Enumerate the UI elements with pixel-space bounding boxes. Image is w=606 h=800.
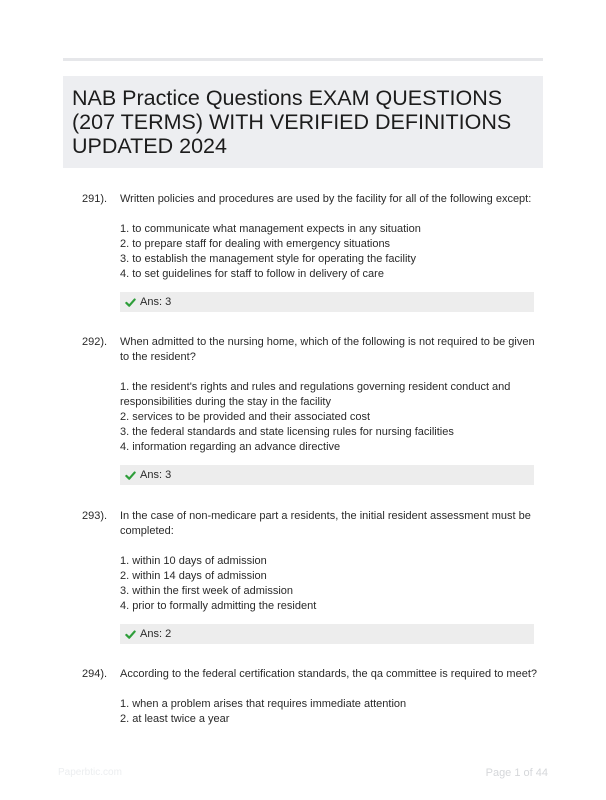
title-banner: [63, 76, 543, 168]
option-item: 4. prior to formally admitting the resident: [120, 600, 317, 612]
question-text: According to the federal certification standards, the qa committee is required to meet?: [120, 668, 537, 680]
option-item: 4. information regarding an advance directive: [120, 441, 341, 453]
option-list: [120, 222, 540, 282]
question-number: 292).: [82, 336, 108, 348]
answer-box: [120, 465, 534, 485]
question-number: 294).: [82, 668, 108, 680]
answer-text: Ans: 3: [140, 469, 172, 481]
answer-box: [120, 624, 534, 644]
option-item: 2. services to be provided and their associated cost: [120, 411, 371, 423]
option-item: 1. within 10 days of admission: [120, 555, 267, 567]
option-item: 3. within the first week of admission: [120, 585, 294, 597]
document-title: NAB Practice Questions EXAM QUESTIONS (207 TERMS) WITH VERIFIED DEFINITIONS UPDATED 2024: [72, 86, 512, 158]
top-divider: [63, 58, 543, 61]
page-number: Page 1 of 44: [485, 767, 548, 779]
checkmark-icon: [125, 629, 136, 640]
option-item: 3. the federal standards and state licensing rules for nursing facilities: [120, 426, 454, 438]
option-item: 2. at least twice a year: [120, 713, 230, 725]
question-text: Written policies and procedures are used by the facility for all of the following except:: [120, 193, 532, 205]
option-item: 1. the resident's rights and rules and regulations governing resident conduct and responsibilities during the stay in the facility: [120, 381, 511, 408]
answer-box: [120, 292, 534, 312]
option-item: 3. to establish the management style for operating the facility: [120, 253, 416, 265]
answer-text: Ans: 3: [140, 296, 172, 308]
question-number: 291).: [82, 193, 108, 205]
option-item: 1. to communicate what management expects in any situation: [120, 223, 421, 235]
question-text: When admitted to the nursing home, which of the following is not required to be given to the resident?: [120, 336, 535, 363]
question-text: In the case of non-medicare part a residents, the initial resident assessment must be completed:: [120, 510, 531, 537]
option-item: 2. within 14 days of admission: [120, 570, 267, 582]
option-list: [120, 554, 540, 614]
checkmark-icon: [125, 297, 136, 308]
question-number: 293).: [82, 510, 108, 522]
answer-text: Ans: 2: [140, 628, 172, 640]
option-item: 1. when a problem arises that requires immediate attention: [120, 698, 407, 710]
watermark: Paperbtic.com: [58, 767, 122, 778]
option-list: [120, 697, 540, 727]
option-item: 2. to prepare staff for dealing with emergency situations: [120, 238, 391, 250]
option-item: 4. to set guidelines for staff to follow in delivery of care: [120, 268, 384, 280]
option-list: [120, 380, 540, 455]
checkmark-icon: [125, 470, 136, 481]
